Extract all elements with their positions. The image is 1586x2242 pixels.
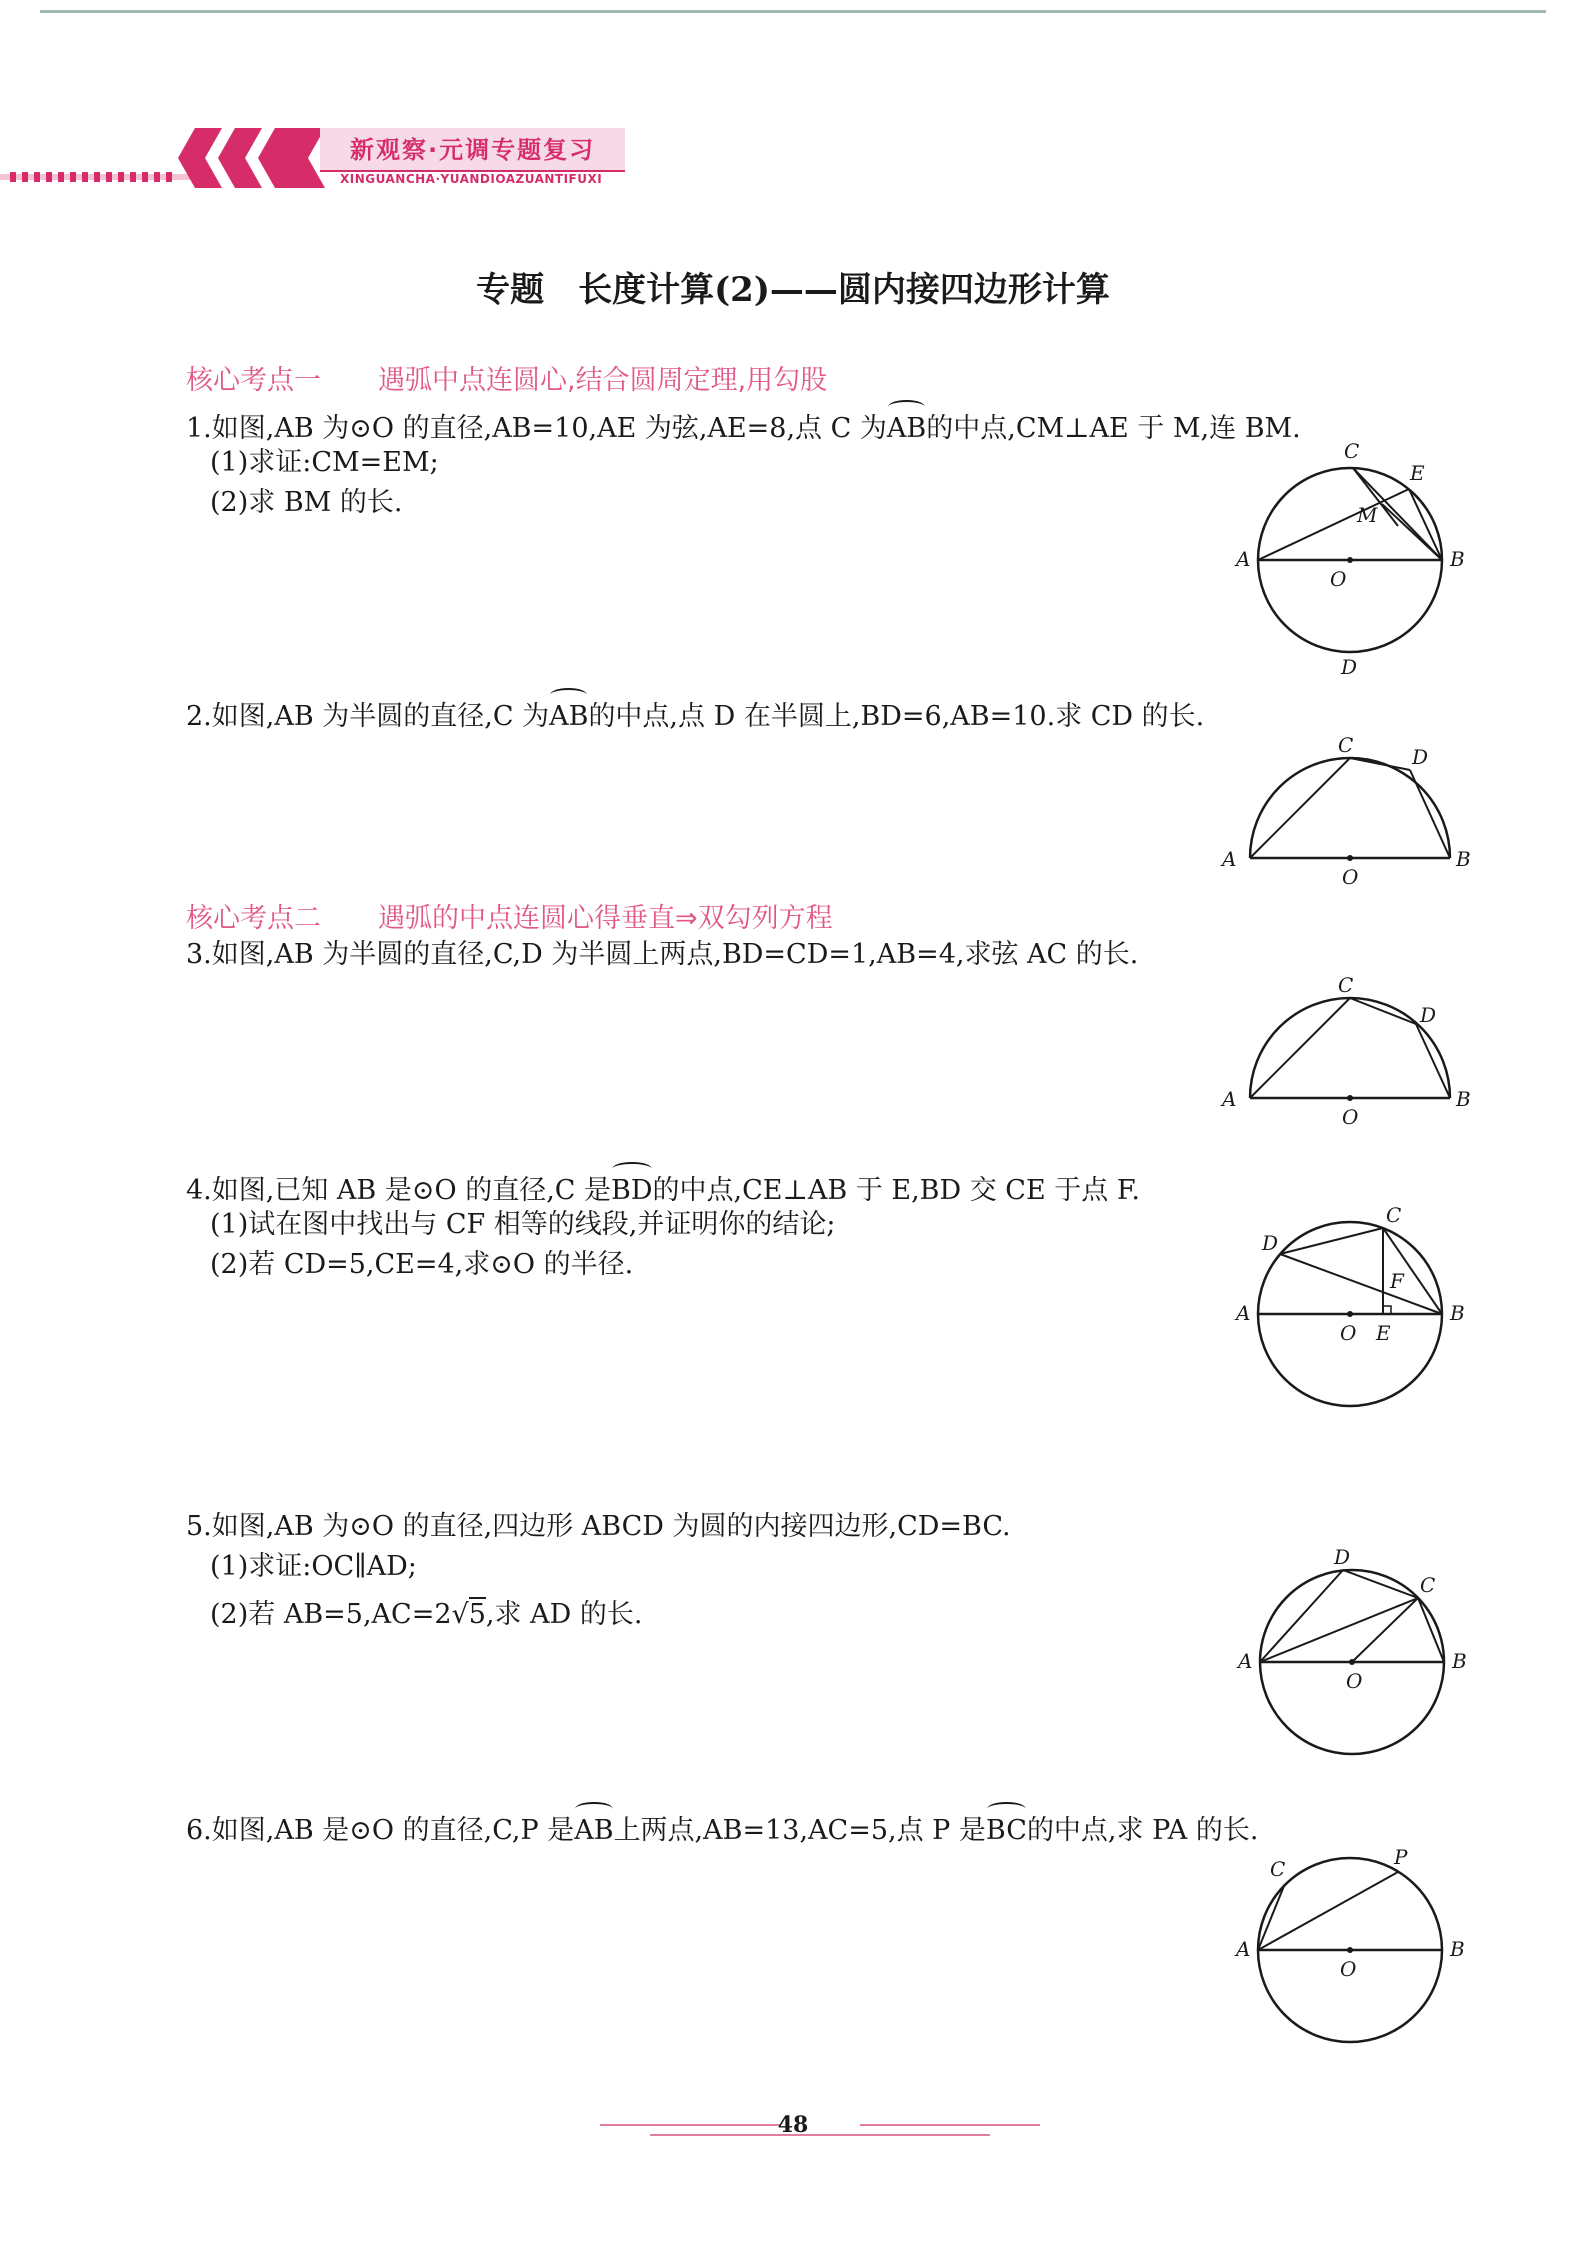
label-E: E	[1376, 1321, 1391, 1345]
label-D: D	[1412, 745, 1429, 769]
arc-notation: AB	[887, 404, 926, 448]
figure-1	[1236, 439, 1490, 684]
problem-5-part-1: (1)求证:OC∥AD;	[210, 1551, 417, 1582]
banner-chevron-3	[258, 128, 325, 188]
label-B: B	[1450, 1937, 1465, 1961]
problem-2-text-b: 的中点,点 D 在半圆上,BD=6,AB=10.求 CD 的长.	[588, 701, 1205, 732]
label-A: A	[1236, 1301, 1251, 1325]
figure-6	[1236, 1845, 1490, 2056]
problem-1-part-1: (1)求证:CM=EM;	[210, 447, 439, 478]
label-C: C	[1344, 439, 1360, 463]
label-D: D	[1341, 655, 1358, 679]
label-D: D	[1420, 1003, 1437, 1027]
label-B: B	[1450, 1301, 1465, 1325]
label-F: F	[1390, 1269, 1404, 1293]
figure-4	[1236, 1203, 1490, 1420]
page-title: 专题 长度计算(2)——圆内接四边形计算	[476, 270, 1110, 310]
label-C: C	[1338, 733, 1354, 757]
problem-4-text-b: 的中点,CE⊥AB 于 E,BD 交 CE 于点 F.	[652, 1175, 1140, 1206]
label-D: D	[1262, 1231, 1279, 1255]
problem-6-text-c: 的中点,求 PA 的长.	[1026, 1815, 1259, 1846]
problem-1-text-b: 的中点,CM⊥AE 于 M,连 BM.	[926, 413, 1301, 444]
section-label: 核心考点一	[186, 365, 321, 396]
section-text: 遇弧的中点连圆心得垂直⇒双勾列方程	[378, 903, 833, 934]
label-O: O	[1342, 865, 1359, 889]
label-O: O	[1340, 1957, 1357, 1981]
label-A: A	[1236, 547, 1251, 571]
sqrt-sign: √	[451, 1599, 469, 1630]
label-O: O	[1342, 1105, 1359, 1129]
section-label: 核心考点二	[186, 903, 321, 934]
sqrt-radicand: 5	[468, 1599, 486, 1630]
label-B: B	[1456, 1087, 1471, 1111]
problem-6-text-a: 6.如图,AB 是⊙O 的直径,C,P 是	[186, 1815, 575, 1846]
brand-title: 新观察·元调专题复习	[350, 136, 596, 164]
problem-6	[186, 1806, 1258, 1850]
problem-2	[186, 692, 1204, 736]
brand-pinyin: XINGUANCHA·YUANDIOAZUANTIFUXI	[340, 172, 603, 186]
problem-5-part-2-text-b: ,求 AD 的长.	[485, 1599, 643, 1630]
label-O: O	[1340, 1321, 1357, 1345]
page-number: 48	[777, 2112, 809, 2138]
figure-2	[1220, 733, 1480, 889]
label-O: O	[1330, 567, 1347, 591]
problem-5-part-2-text-a: (2)若 AB=5,AC=2	[210, 1599, 452, 1630]
problem-4-part-2: (2)若 CD=5,CE=4,求⊙O 的半径.	[210, 1249, 634, 1280]
arc-notation: BD	[611, 1166, 653, 1210]
label-P: P	[1394, 1845, 1408, 1869]
problem-4-text-a: 4.如图,已知 AB 是⊙O 的直径,C 是	[186, 1175, 612, 1206]
label-B: B	[1452, 1649, 1467, 1673]
problem-1-part-2: (2)求 BM 的长.	[210, 487, 403, 518]
label-E: E	[1410, 461, 1425, 485]
arc-notation: BC	[986, 1806, 1027, 1850]
label-B: B	[1450, 547, 1465, 571]
label-C: C	[1338, 973, 1354, 997]
section-heading-1	[186, 358, 827, 397]
label-A: A	[1222, 847, 1237, 871]
figure-3	[1220, 973, 1480, 1129]
problem-5: 5.如图,AB 为⊙O 的直径,四边形 ABCD 为圆的内接四边形,CD=BC.	[186, 1511, 1011, 1542]
label-M: M	[1357, 503, 1378, 527]
problem-2-text-a: 2.如图,AB 为半圆的直径,C 为	[186, 701, 550, 732]
label-C: C	[1386, 1203, 1402, 1227]
problem-1	[186, 404, 1301, 448]
label-O: O	[1346, 1669, 1363, 1693]
problem-1-text-a: 1.如图,AB 为⊙O 的直径,AB=10,AE 为弦,AE=8,点 C 为	[186, 413, 887, 444]
problem-6-text-b: 上两点,AB=13,AC=5,点 P 是	[613, 1815, 986, 1846]
label-A: A	[1236, 1937, 1251, 1961]
top-border-line	[40, 10, 1546, 13]
problem-4	[186, 1166, 1140, 1210]
label-D: D	[1334, 1545, 1351, 1569]
banner-chevron-2	[218, 128, 262, 188]
header-banner	[0, 128, 1586, 188]
arc-notation: AB	[549, 692, 588, 736]
label-A: A	[1238, 1649, 1253, 1673]
section-text: 遇弧中点连圆心,结合圆周定理,用勾股	[378, 365, 828, 396]
problem-4-part-1: (1)试在图中找出与 CF 相等的线段,并证明你的结论;	[210, 1209, 836, 1240]
label-C: C	[1420, 1573, 1436, 1597]
figure-5	[1240, 1546, 1490, 1756]
problem-3: 3.如图,AB 为半圆的直径,C,D 为半圆上两点,BD=CD=1,AB=4,求弦 AC 的长.	[186, 939, 1139, 970]
arc-notation: AB	[574, 1806, 613, 1850]
label-A: A	[1222, 1087, 1237, 1111]
problem-5-part-2	[210, 1596, 642, 1634]
section-heading-2	[186, 896, 833, 935]
label-B: B	[1456, 847, 1471, 871]
label-C: C	[1270, 1857, 1286, 1881]
